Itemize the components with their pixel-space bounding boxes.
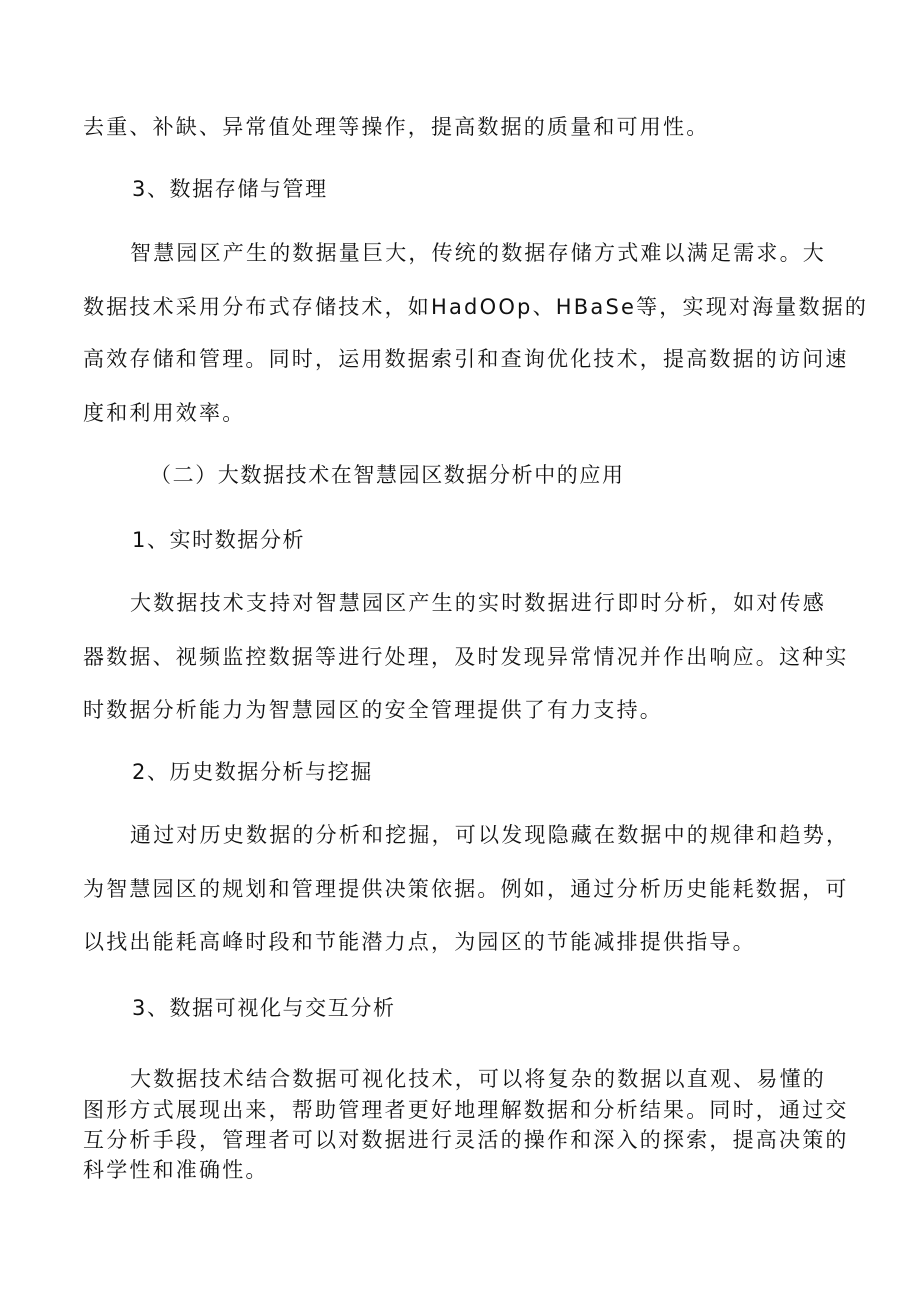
- visualization-paragraph-line-3: 互分析手段，管理者可以对数据进行灵活的操作和深入的探索，提高决策的: [83, 1128, 849, 1152]
- storage-paragraph-line-4: 度和利用效率。: [83, 401, 246, 425]
- historical-paragraph-line-3: 以找出能耗高峰时段和节能潜力点，为园区的节能减排提供指导。: [83, 930, 756, 954]
- storage-paragraph-line-1: 智慧园区产生的数据量巨大，传统的数据存储方式难以满足需求。大: [130, 241, 826, 265]
- chapter-subheading: （二）大数据技术在智慧园区数据分析中的应用: [150, 463, 625, 487]
- section-heading-data-storage: 3、数据存储与管理: [132, 177, 328, 201]
- section-heading-historical-analysis: 2、历史数据分析与挖掘: [132, 760, 373, 784]
- section-heading-visualization: 3、数据可视化与交互分析: [132, 996, 396, 1020]
- paragraph-continuation-line: 去重、补缺、异常值处理等操作，提高数据的质量和可用性。: [83, 115, 710, 139]
- visualization-paragraph-line-1: 大数据技术结合数据可视化技术，可以将复杂的数据以直观、易懂的: [130, 1067, 826, 1091]
- section-heading-realtime-analysis: 1、实时数据分析: [132, 528, 306, 552]
- visualization-paragraph-line-4: 科学性和准确性。: [83, 1158, 269, 1182]
- storage-paragraph-line-2: 数据技术采用分布式存储技术，如HadOOp、HBaSe等，实现对海量数据的: [83, 295, 869, 319]
- storage-paragraph-line-3: 高效存储和管理。同时，运用数据索引和查询优化技术，提高数据的访问速: [83, 347, 849, 371]
- historical-paragraph-line-1: 通过对历史数据的分析和挖掘，可以发现隐藏在数据中的规律和趋势，: [130, 823, 850, 847]
- visualization-paragraph-line-2: 图形方式展现出来，帮助管理者更好地理解数据和分析结果。同时，通过交: [83, 1098, 849, 1122]
- realtime-paragraph-line-2: 器数据、视频监控数据等进行处理，及时发现异常情况并作出响应。这种实: [83, 645, 849, 669]
- realtime-paragraph-line-1: 大数据技术支持对智慧园区产生的实时数据进行即时分析，如对传感: [130, 591, 826, 615]
- realtime-paragraph-line-3: 时数据分析能力为智慧园区的安全管理提供了有力支持。: [83, 698, 663, 722]
- historical-paragraph-line-2: 为智慧园区的规划和管理提供决策依据。例如，通过分析历史能耗数据，可: [83, 877, 849, 901]
